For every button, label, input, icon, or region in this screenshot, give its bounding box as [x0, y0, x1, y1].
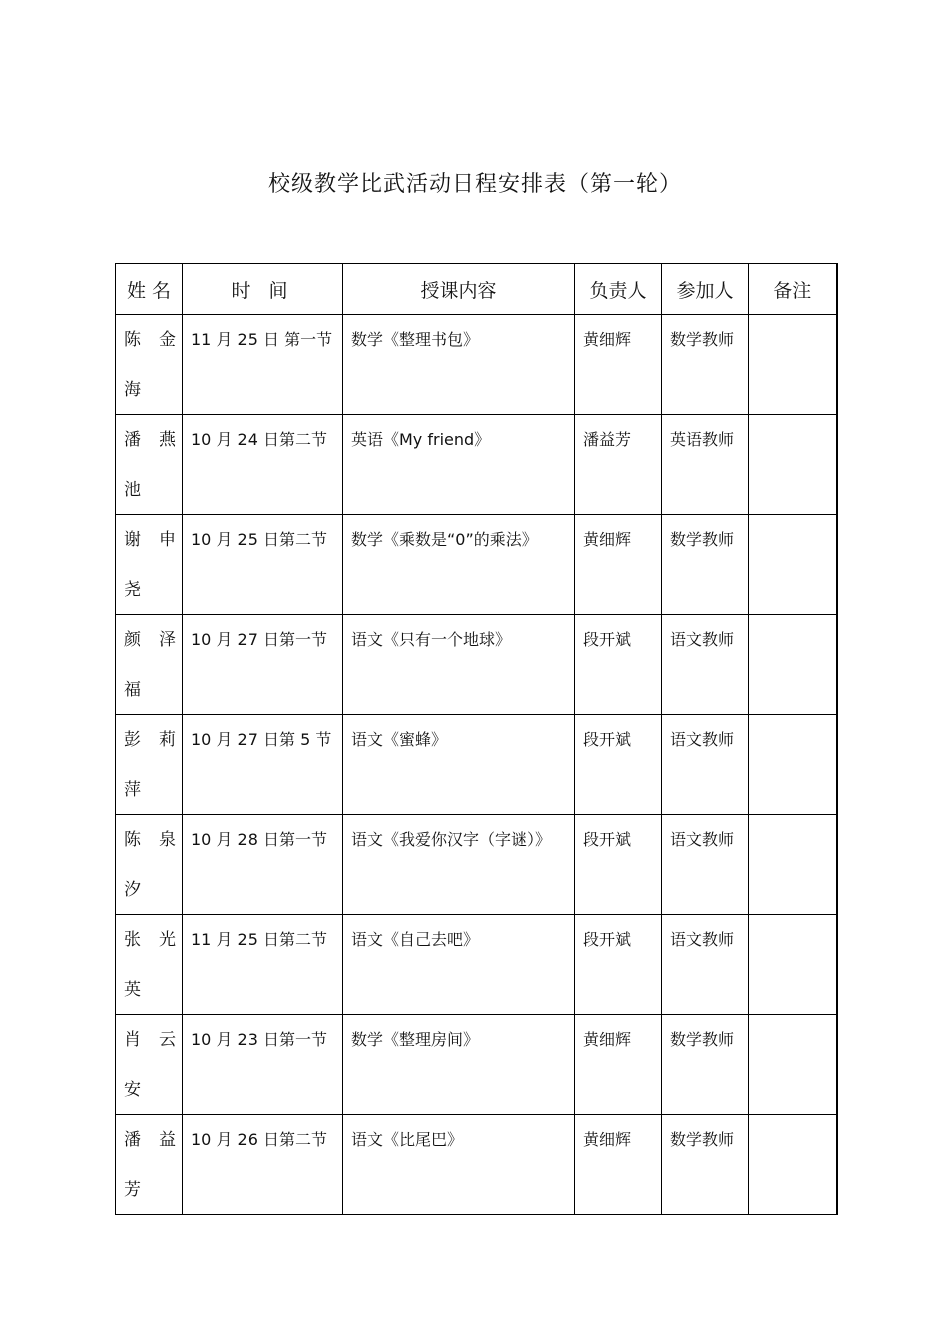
- cell-time: [183, 1015, 343, 1115]
- time-text: 10 月 27 日第一节: [191, 630, 327, 649]
- cell-notes: [749, 315, 837, 415]
- name-second-line: 福: [124, 680, 141, 700]
- name-first-line: 张 光: [124, 930, 176, 950]
- notes-text: [749, 715, 836, 728]
- time-text: 10 月 28 日第一节: [191, 830, 327, 849]
- content-text: 英语《My friend》: [351, 430, 491, 449]
- cell-participants: [662, 315, 749, 415]
- cell-responsible: [575, 415, 662, 515]
- cell-time: [183, 815, 343, 915]
- participants-text: 英语教师: [670, 430, 735, 449]
- cell-notes: [749, 515, 837, 615]
- participants-text: 语文教师: [670, 630, 735, 649]
- cell-participants: [662, 915, 749, 1015]
- name-second-line: 海: [124, 380, 141, 400]
- cell-content: [343, 1015, 575, 1115]
- time-text: 11 月 25 日 第一节: [191, 330, 333, 349]
- cell-notes: [749, 815, 837, 915]
- content-text: 语文《自己去吧》: [351, 930, 480, 949]
- name-first-line: 陈 泉: [124, 830, 176, 850]
- responsible-text: 黄细辉: [583, 1030, 632, 1049]
- cell-responsible: [575, 715, 662, 815]
- name-first-line: 颜 泽: [124, 630, 176, 650]
- notes-text: [749, 815, 836, 828]
- cell-name: [116, 715, 183, 815]
- content-text: 语文《只有一个地球》: [351, 630, 512, 649]
- table-row: [116, 315, 837, 415]
- cell-content: [343, 1115, 575, 1215]
- table-row: [116, 815, 837, 915]
- cell-name: [116, 815, 183, 915]
- notes-text: [749, 415, 836, 428]
- responsible-text: 段开斌: [583, 630, 632, 649]
- cell-time: [183, 515, 343, 615]
- table-row: [116, 1015, 837, 1115]
- cell-notes: [749, 1015, 837, 1115]
- responsible-text: 段开斌: [583, 830, 632, 849]
- header-name: 姓 名: [116, 264, 183, 315]
- cell-participants: [662, 615, 749, 715]
- schedule-table: [115, 263, 838, 1215]
- name-second-line: 安: [124, 1080, 141, 1100]
- header-participants: 参加人: [662, 264, 749, 315]
- cell-name: [116, 515, 183, 615]
- header-responsible: 负责人: [575, 264, 662, 315]
- table-row: [116, 415, 837, 515]
- time-text: 10 月 24 日第二节: [191, 430, 327, 449]
- notes-text: [749, 1115, 836, 1128]
- name-first-line: 彭 莉: [124, 730, 176, 750]
- cell-content: [343, 515, 575, 615]
- responsible-text: 潘益芳: [583, 430, 632, 449]
- responsible-text: 段开斌: [583, 730, 632, 749]
- participants-text: 语文教师: [670, 730, 735, 749]
- participants-text: 语文教师: [670, 930, 735, 949]
- cell-participants: [662, 715, 749, 815]
- header-notes: 备注: [749, 264, 837, 315]
- cell-participants: [662, 415, 749, 515]
- cell-notes: [749, 915, 837, 1015]
- notes-text: [749, 1015, 836, 1028]
- name-first-line: 潘 燕: [124, 430, 176, 450]
- content-text: 语文《比尾巴》: [351, 1130, 464, 1149]
- cell-responsible: [575, 915, 662, 1015]
- cell-responsible: [575, 1115, 662, 1215]
- time-text: 10 月 26 日第二节: [191, 1130, 327, 1149]
- cell-time: [183, 415, 343, 515]
- name-first-line: 陈 金: [124, 330, 176, 350]
- cell-name: [116, 615, 183, 715]
- participants-text: 数学教师: [670, 330, 735, 349]
- notes-text: [749, 315, 836, 328]
- cell-name: [116, 1015, 183, 1115]
- content-text: 数学《乘数是“0”的乘法》: [351, 530, 538, 549]
- responsible-text: 黄细辉: [583, 1130, 632, 1149]
- table-row: [116, 515, 837, 615]
- header-time: 时 间: [183, 264, 343, 315]
- cell-name: [116, 315, 183, 415]
- cell-name: [116, 915, 183, 1015]
- cell-content: [343, 615, 575, 715]
- cell-content: [343, 815, 575, 915]
- time-text: 10 月 25 日第二节: [191, 530, 327, 549]
- cell-participants: [662, 515, 749, 615]
- cell-time: [183, 715, 343, 815]
- cell-notes: [749, 1115, 837, 1215]
- cell-time: [183, 915, 343, 1015]
- name-first-line: 谢 申: [124, 530, 176, 550]
- responsible-text: 黄细辉: [583, 330, 632, 349]
- cell-content: [343, 715, 575, 815]
- notes-text: [749, 615, 836, 628]
- name-second-line: 汐: [124, 880, 141, 900]
- cell-responsible: [575, 815, 662, 915]
- cell-participants: [662, 1015, 749, 1115]
- cell-responsible: [575, 515, 662, 615]
- cell-responsible: [575, 315, 662, 415]
- time-text: 10 月 23 日第一节: [191, 1030, 327, 1049]
- participants-text: 数学教师: [670, 530, 735, 549]
- cell-content: [343, 315, 575, 415]
- content-text: 数学《整理房间》: [351, 1030, 480, 1049]
- cell-time: [183, 1115, 343, 1215]
- cell-content: [343, 415, 575, 515]
- notes-text: [749, 515, 836, 528]
- table-row: [116, 615, 837, 715]
- cell-responsible: [575, 1015, 662, 1115]
- name-second-line: 英: [124, 980, 141, 1000]
- header-content: 授课内容: [343, 264, 575, 315]
- time-text: 10 月 27 日第 5 节: [191, 730, 332, 749]
- page-title: 校级教学比武活动日程安排表（第一轮）: [267, 172, 682, 197]
- cell-notes: [749, 715, 837, 815]
- cell-time: [183, 615, 343, 715]
- name-first-line: 肖 云: [124, 1030, 176, 1050]
- content-text: 语文《蜜蜂》: [351, 730, 448, 749]
- table-row: [116, 915, 837, 1015]
- participants-text: 数学教师: [670, 1030, 735, 1049]
- cell-participants: [662, 815, 749, 915]
- cell-notes: [749, 615, 837, 715]
- participants-text: 数学教师: [670, 1130, 735, 1149]
- table-row: [116, 715, 837, 815]
- cell-notes: [749, 415, 837, 515]
- cell-name: [116, 1115, 183, 1215]
- content-text: 数学《整理书包》: [351, 330, 480, 349]
- participants-text: 语文教师: [670, 830, 735, 849]
- cell-time: [183, 315, 343, 415]
- name-second-line: 芳: [124, 1180, 141, 1200]
- table-header-row: [116, 264, 837, 315]
- cell-content: [343, 915, 575, 1015]
- name-first-line: 潘 益: [124, 1130, 176, 1150]
- responsible-text: 黄细辉: [583, 530, 632, 549]
- cell-participants: [662, 1115, 749, 1215]
- cell-responsible: [575, 615, 662, 715]
- content-text: 语文《我爱你汉字（字谜）》: [351, 830, 552, 849]
- time-text: 11 月 25 日第二节: [191, 930, 327, 949]
- name-second-line: 池: [124, 480, 141, 500]
- table-row: [116, 1115, 837, 1215]
- cell-name: [116, 415, 183, 515]
- notes-text: [749, 915, 836, 928]
- responsible-text: 段开斌: [583, 930, 632, 949]
- name-second-line: 尧: [124, 580, 141, 600]
- name-second-line: 萍: [124, 780, 141, 800]
